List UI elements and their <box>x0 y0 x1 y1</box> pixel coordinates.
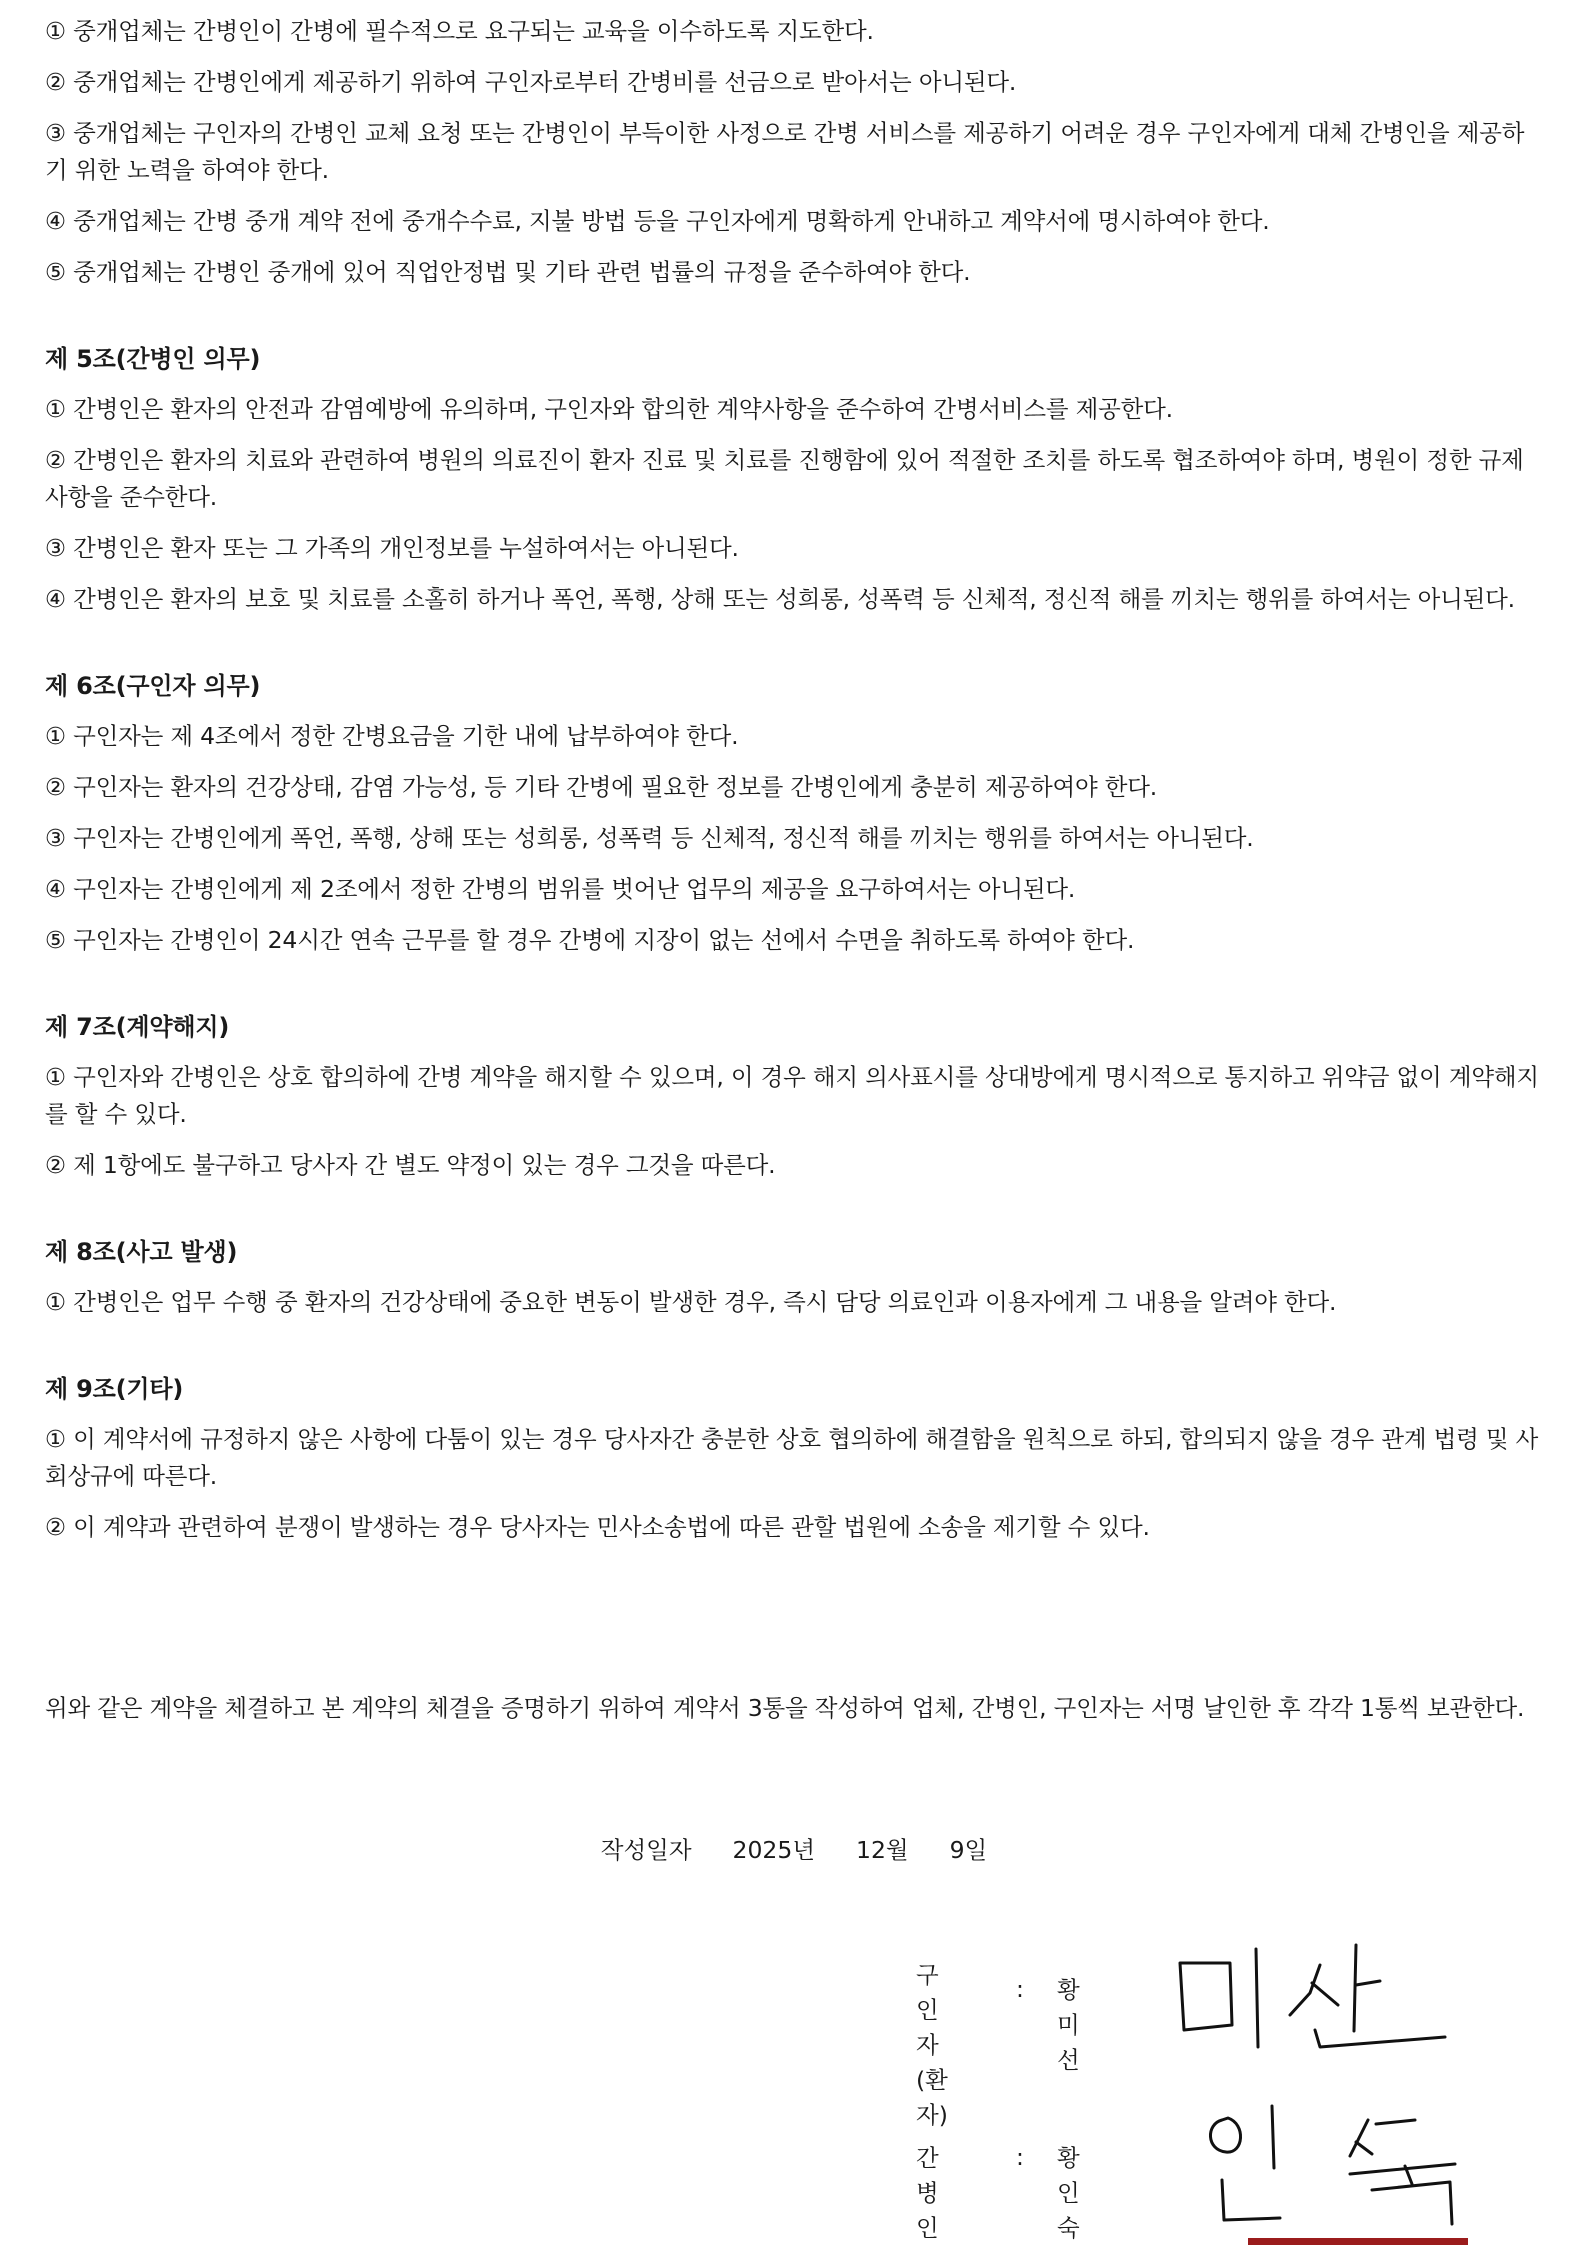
date-day: 9일 <box>949 1836 988 1864</box>
article6-heading: 제 6조(구인자 의무) <box>45 672 261 700</box>
article6-item-2: ② 구인자는 환자의 건강상태, 감염 가능성, 등 기타 간병에 필요한 정보를 간병인에게 충분히 제공하여야 한다. <box>45 773 1157 801</box>
stamp-edge <box>1248 2238 1468 2245</box>
article5-heading: 제 5조(간병인 의무) <box>45 345 261 373</box>
article4-item-5: ⑤ 중개업체는 간병인 중개에 있어 직업안정법 및 기타 관련 법률의 규정을 준수하여야 한다. <box>45 258 971 286</box>
article7-item-2: ② 제 1항에도 불구하고 당사자 간 별도 약정이 있는 경우 그것을 따른다. <box>45 1151 776 1179</box>
contract-page <box>45 0 1545 1560</box>
article4-items <box>45 13 1545 291</box>
article6-item-1: ① 구인자는 제 4조에서 정한 간병요금을 기한 내에 납부하여야 한다. <box>45 722 739 750</box>
article9-item-2: ② 이 계약과 관련하여 분쟁이 발생하는 경우 당사자는 민사소송법에 따른 관할 법원에 소송을 제기할 수 있다. <box>45 1513 1150 1541</box>
article4-item-3: ③ 중개업체는 구인자의 간병인 교체 요청 또는 간병인이 부득이한 사정으로 간병 서비스를 제공하기 어려운 경우 구인자에게 대체 간병인을 제공하기 위한 노력을 하여야 한다. <box>45 119 1525 184</box>
article7-heading: 제 7조(계약해지) <box>45 1013 230 1041</box>
client-signature <box>1170 1935 1460 2055</box>
client-name: 황미선 <box>1057 1976 1080 2074</box>
article4-item-1: ① 중개업체는 간병인이 간병에 필수적으로 요구되는 교육을 이수하도록 지도한다. <box>45 17 874 45</box>
article6-section <box>45 668 1545 959</box>
caregiver-signature <box>1200 2100 1500 2245</box>
article5-item-3: ③ 간병인은 환자 또는 그 가족의 개인정보를 누설하여서는 아니된다. <box>45 534 739 562</box>
article6-item-3: ③ 구인자는 간병인에게 폭언, 폭행, 상해 또는 성희롱, 성폭력 등 신체적, 정신적 해를 끼치는 행위를 하여서는 아니된다. <box>45 824 1254 852</box>
article8-item-1: ① 간병인은 업무 수행 중 환자의 건강상태에 중요한 변동이 발생한 경우, 즉시 담당 의료인과 이용자에게 그 내용을 알려야 한다. <box>45 1288 1337 1316</box>
article9-item-1: ① 이 계약서에 규정하지 않은 사항에 다툼이 있는 경우 당사자간 충분한 상호 협의하에 해결함을 원칙으로 하되, 합의되지 않을 경우 관계 법령 및 사회상규에 따른다. <box>45 1425 1539 1490</box>
closing-statement: 위와 같은 계약을 체결하고 본 계약의 체결을 증명하기 위하여 계약서 3통을 작성하여 업체, 간병인, 구인자는 서명 날인한 후 각각 1통씩 보관한다. <box>45 1694 1525 1722</box>
date-month: 12월 <box>856 1836 909 1864</box>
article5-section <box>45 341 1545 618</box>
article7-item-1: ① 구인자와 간병인은 상호 합의하에 간병 계약을 해지할 수 있으며, 이 경우 해지 의사표시를 상대방에게 명시적으로 통지하고 위약금 없이 계약해지를 할 수 있다. <box>45 1063 1539 1128</box>
article5-item-4: ④ 간병인은 환자의 보호 및 치료를 소홀히 하거나 폭언, 폭행, 상해 또는 성희롱, 성폭력 등 신체적, 정신적 해를 끼치는 행위를 하여서는 아니된다. <box>45 585 1515 613</box>
date-label: 작성일자 <box>600 1836 692 1864</box>
article9-section <box>45 1371 1545 1546</box>
caregiver-role: 간병인 <box>916 2144 939 2242</box>
article4-item-4: ④ 중개업체는 간병 중개 계약 전에 중개수수료, 지불 방법 등을 구인자에게 명확하게 안내하고 계약서에 명시하여야 한다. <box>45 207 1270 235</box>
date-line <box>0 1832 1588 1868</box>
article6-item-4: ④ 구인자는 간병인에게 제 2조에서 정한 간병의 범위를 벗어난 업무의 제공을 요구하여서는 아니된다. <box>45 875 1076 903</box>
article8-heading: 제 8조(사고 발생) <box>45 1238 238 1266</box>
article5-item-2: ② 간병인은 환자의 치료와 관련하여 병원의 의료진이 환자 진료 및 치료를 진행함에 있어 적절한 조치를 하도록 협조하여야 하며, 병원이 정한 규제사항을 준수한다. <box>45 446 1524 511</box>
client-colon: : <box>1016 1975 1024 2003</box>
date-year: 2025년 <box>732 1836 816 1864</box>
article4-item-2: ② 중개업체는 간병인에게 제공하기 위하여 구인자로부터 간병비를 선금으로 받아서는 아니된다. <box>45 68 1017 96</box>
article8-section <box>45 1234 1545 1321</box>
caregiver-name: 황인숙 <box>1057 2144 1080 2242</box>
client-role: 구인자 (환자) <box>916 1961 948 2129</box>
article6-item-5: ⑤ 구인자는 간병인이 24시간 연속 근무를 할 경우 간병에 지장이 없는 선에서 수면을 취하도록 하여야 한다. <box>45 926 1135 954</box>
article9-heading: 제 9조(기타) <box>45 1375 184 1403</box>
article7-section <box>45 1009 1545 1184</box>
article5-item-1: ① 간병인은 환자의 안전과 감염예방에 유의하며, 구인자와 합의한 계약사항을 준수하여 간병서비스를 제공한다. <box>45 395 1173 423</box>
caregiver-colon: : <box>1016 2143 1024 2171</box>
